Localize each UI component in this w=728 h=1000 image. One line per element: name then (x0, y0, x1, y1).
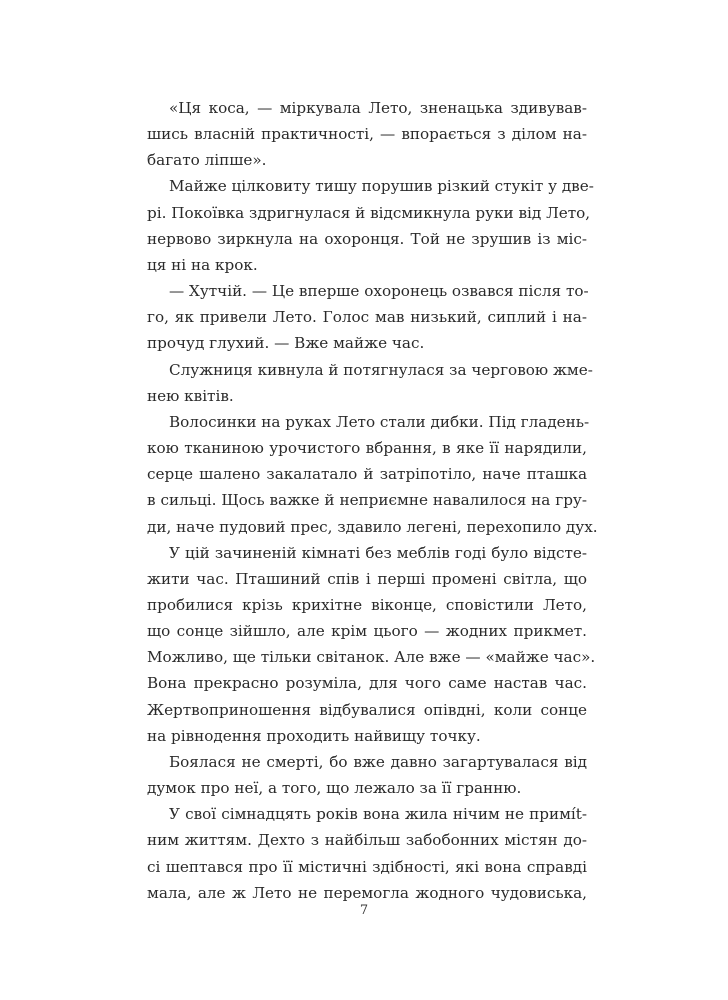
text-line: Жертвоприношення відбувалися опівдні, коли сонце (147, 700, 587, 719)
paragraph (147, 95, 587, 173)
text-line: в сильці. Щось важке й неприємне навалилося на гру- (147, 491, 587, 510)
text-line: нервово зиркнула на охоронця. Той не зрушив із міс- (147, 229, 587, 248)
paragraph (147, 173, 594, 278)
text-line: У цій зачиненій кімнаті без меблів годі було відсте- (169, 543, 587, 562)
text-line: жити час. Пташиний спів і перші промені світла, що (147, 569, 587, 588)
text-line: багато ліпше». (147, 151, 267, 170)
text-line: думок про неї, а того, що лежало за її гранню. (147, 779, 522, 798)
text-line: го, як привели Лето. Голос мав низький, сиплий і на- (147, 308, 587, 327)
text-line: пробилися крізь крихітне віконце, сповістили Лето, (147, 595, 587, 614)
page-number: 7 (359, 903, 369, 918)
text-line: Служниця кивнула й потягнулася за черговою жме- (169, 360, 593, 379)
text-line: серце шалено закалатало й затріпотіло, наче пташка (147, 465, 587, 484)
text-line: шись власній практичності, — впорається з ділом на- (147, 125, 587, 144)
text-line: Можливо, ще тільки світанок. Але вже — «майже час». (147, 648, 596, 667)
text-line: — Хутчій. — Це вперше охоронець озвався після то- (169, 282, 589, 301)
paragraph (147, 801, 587, 906)
text-line: Майже цілковиту тишу порушив різкий стукіт у две- (169, 177, 594, 196)
paragraph (147, 357, 593, 409)
paragraph (147, 409, 598, 540)
text-line: Вона прекрасно розуміла, для чого саме настав час. (147, 674, 587, 693)
paragraph (147, 749, 587, 801)
text-line: нею квітів. (147, 386, 234, 405)
text-line: рі. Покоївка здригнулася й відсмикнула руки від Лето, (147, 203, 591, 222)
body-text (147, 95, 598, 906)
text-line: на рівнодення проходить найвищу точку. (147, 726, 481, 745)
paragraph (147, 278, 587, 356)
text-line: Волосинки на руках Лето стали дибки. Під гладень- (169, 412, 590, 431)
text-line: мала, але ж Лето не перемогла жодного чудовиська, (147, 883, 587, 902)
text-line: кою тканиною урочистого вбрання, в яке її нарядили, (147, 439, 587, 458)
text-line: «Ця коса, — міркувала Лето, зненацька здивував- (169, 99, 587, 117)
text-line: ним життям. Дехто з найбільш забобонних містян до- (147, 831, 587, 850)
text-line: сі шептався про її містичні здібності, які вона справді (147, 857, 587, 876)
text-line: Боялася не смерті, бо вже давно загартувалася від (169, 752, 587, 771)
text-line: що сонце зійшло, але крім цього — жодних прикмет. (147, 622, 587, 641)
text-line: прочуд глухий. — Вже майже час. (147, 334, 425, 353)
text-line: ди, наче пудовий прес, здавило легені, перехопило дух. (147, 517, 598, 536)
paragraph (147, 540, 596, 749)
text-line: ця ні на крок. (147, 255, 258, 274)
text-line: У свої сімнадцять років вона жила нічим не примít- (169, 805, 587, 824)
